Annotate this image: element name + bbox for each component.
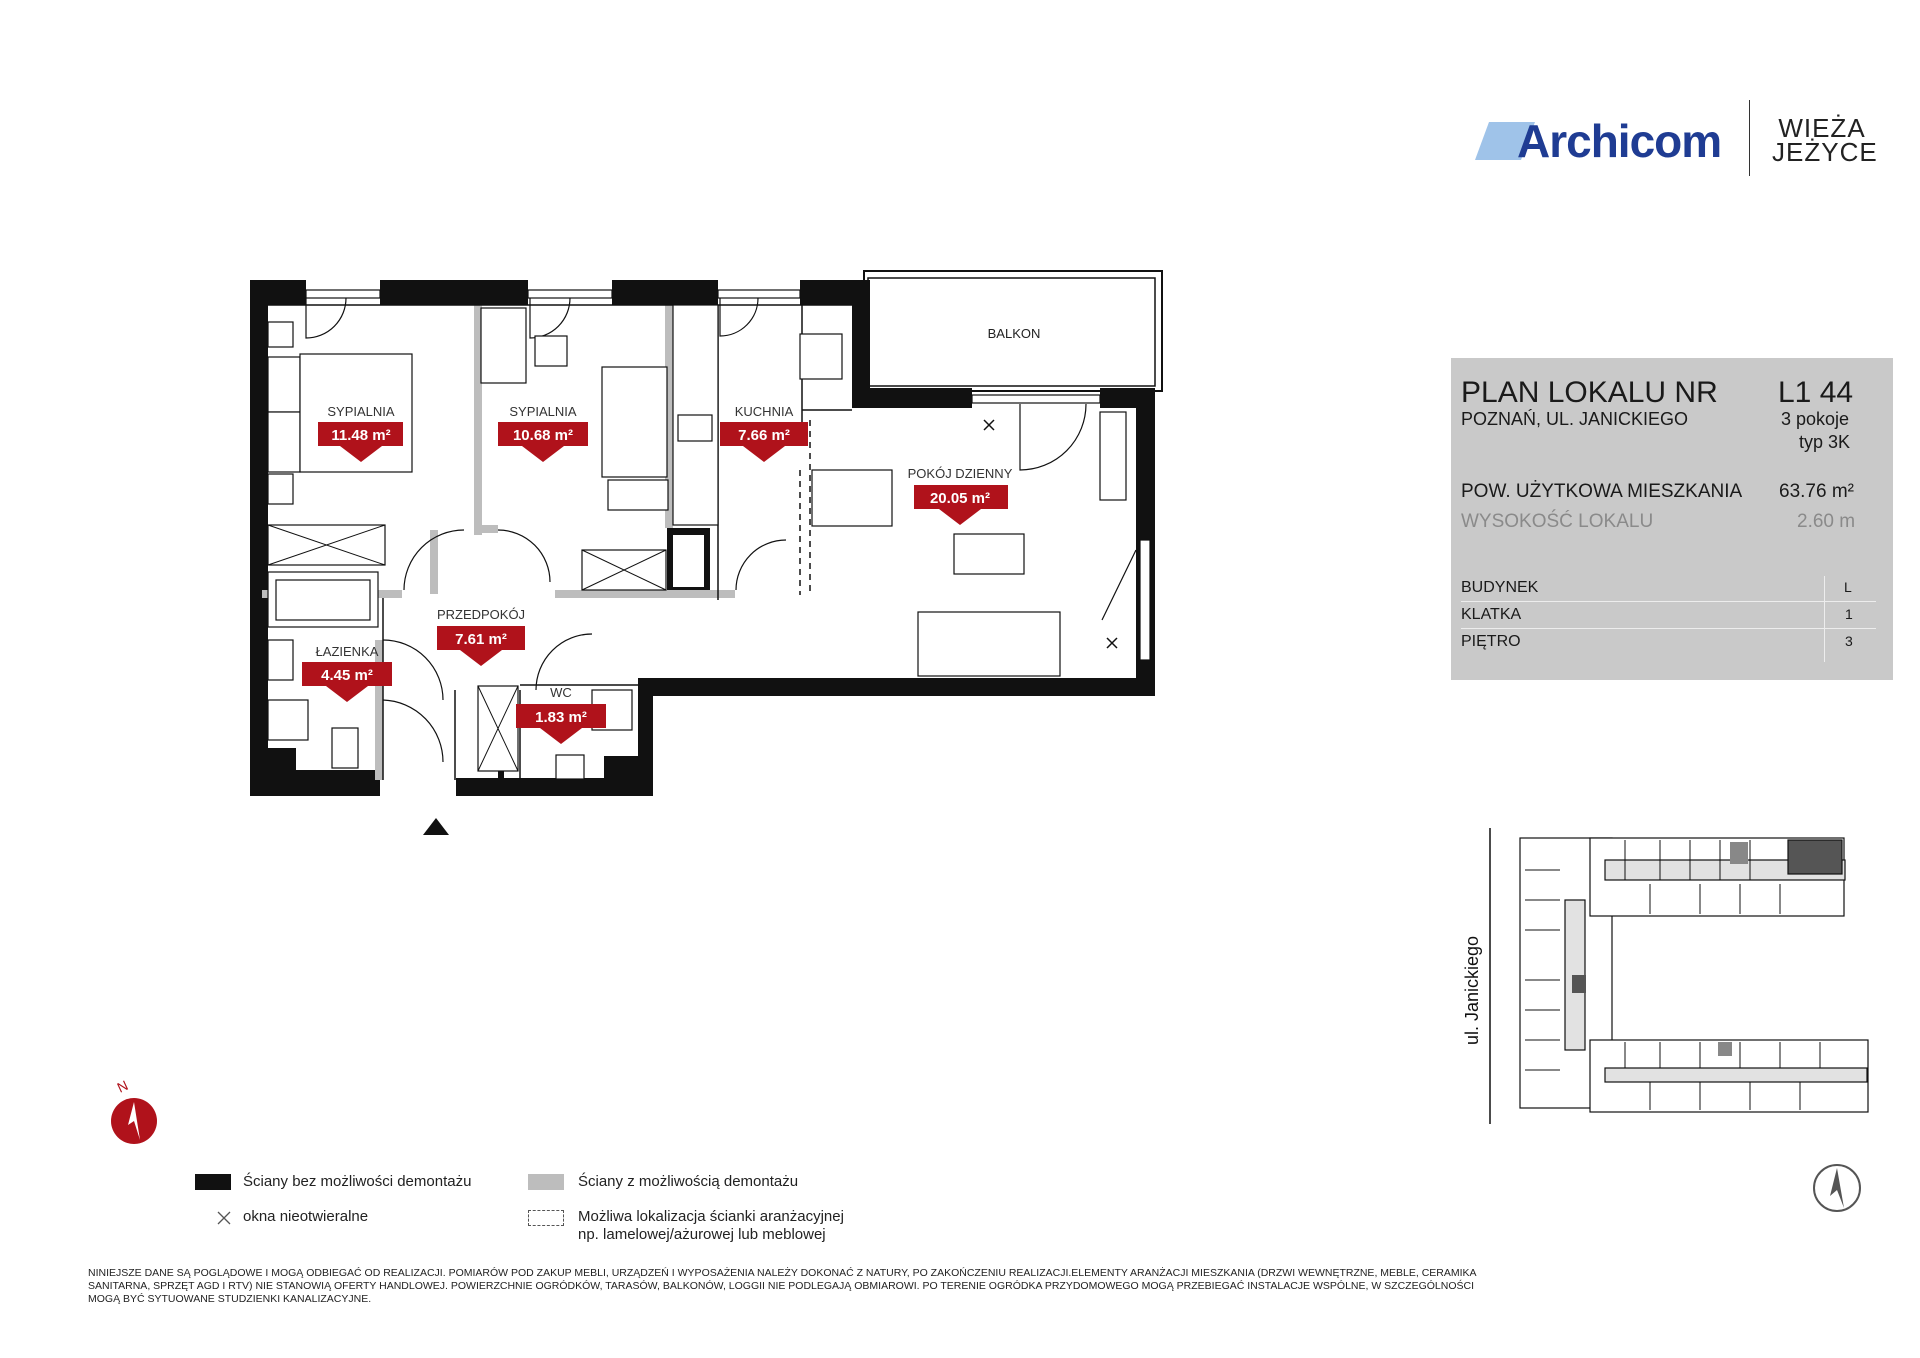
north-arrow-icon: [111, 1077, 157, 1144]
height-label: WYSOKOŚĆ LOKALU: [1461, 511, 1654, 532]
windows: [306, 290, 1150, 660]
room-name: WC: [550, 685, 572, 700]
project-name-line2: JEŻYCE: [1772, 137, 1878, 167]
room-area: 7.66 m²: [738, 427, 790, 444]
legend-partition-line2: np. lamelowej/ażurowej lub meblowej: [578, 1226, 826, 1243]
legend-partition-line1: Możliwa lokalizacja ścianki aranżacyjnej: [578, 1208, 844, 1225]
room-name: PRZEDPOKÓJ: [436, 607, 526, 622]
legend-removable-walls: Ściany z możliwością demontażu: [578, 1173, 799, 1190]
legend: [195, 1170, 895, 1250]
plan-rooms: 3 pokoje: [1781, 409, 1850, 429]
legend-swatch-removable-walls: [528, 1174, 564, 1190]
plan-title: PLAN LOKALU NR: [1461, 376, 1718, 409]
legend-fixed-walls: Ściany bez możliwości demontażu: [243, 1173, 472, 1190]
legend-swatch-partition: [528, 1210, 564, 1226]
area-label: POW. UŻYTKOWA MIESZKANIA: [1461, 481, 1743, 502]
detail-value-floor: 3: [1845, 633, 1853, 649]
site-north-icon: [1814, 1165, 1860, 1211]
entrance-marker-icon: [423, 818, 449, 835]
fixed-window-legend-icon: [216, 1210, 232, 1226]
area-value: 63.76 m²: [1779, 481, 1854, 502]
room-name: ŁAZIENKA: [315, 644, 379, 659]
detail-label-building: BUDYNEK: [1461, 579, 1539, 596]
height-value: 2.60 m: [1797, 511, 1856, 532]
room-area: 11.48 m²: [331, 427, 391, 444]
detail-value-stairwell: 1: [1845, 606, 1853, 622]
room-area: 1.83 m²: [535, 709, 587, 726]
room-area: 4.45 m²: [321, 667, 373, 684]
room-name: KUCHNIA: [734, 404, 794, 419]
room-name: POKÓJ DZIENNY: [907, 466, 1013, 481]
detail-label-floor: PIĘTRO: [1461, 633, 1521, 650]
north-label: N: [114, 1076, 131, 1096]
room-area: 7.61 m²: [455, 631, 507, 648]
project-name-line1: WIEŻA: [1778, 113, 1866, 143]
room-label-hallway: [437, 607, 525, 666]
detail-label-stairwell: KLATKA: [1461, 606, 1522, 623]
detail-value-building: L: [1844, 579, 1852, 595]
balcony-label: BALKON: [987, 326, 1041, 341]
street-label: ul. Janickiego: [1462, 935, 1482, 1045]
room-label-bedroom-2: [498, 404, 588, 462]
plan-type: typ 3K: [1799, 432, 1851, 452]
room-label-living-room: [908, 466, 1013, 525]
brand-name: Archicom: [1517, 115, 1722, 167]
room-area: 20.05 m²: [929, 490, 991, 507]
legend-swatch-fixed-walls: [195, 1174, 231, 1190]
room-name: SYPIALNIA: [327, 404, 395, 419]
site-plan: [1462, 828, 1868, 1211]
room-area: 10.68 m²: [512, 427, 574, 444]
optional-partition: [800, 420, 810, 595]
balcony: [864, 271, 1162, 391]
room-label-kitchen: [720, 404, 808, 462]
disclaimer: NINIEJSZE DANE SĄ POGLĄDOWE I MOGĄ ODBIEGAĆ OD REALIZACJI. POMIARÓW POD ZAKUP MEBLI, URZĄDZEŃ I WYPOSAŻENIA NALEŻY DOKONAĆ Z NATURY, PO ZAKOŃCZENIU REALIZACJI.ELEMENTY ARANŻACJI MIESZKANIA (DRZWI WEWNĘTRZNE, MEBLE, CERAMIKA SANITARNA, SPRZĘT AGD I RTV) NIE STANOWIĄ OFERTY HANDLOWEJ. POWIERZCHNIE OGRÓDKÓW, TARASÓW, BALKONÓW, LOGGII NIE PODLEGAJĄ OBMIAROWI. PO TERENIE OGRÓDKA PRZYDOMOWEGO MOGĄ PRZEBIEGAĆ INSTALACJE WSPÓLNE, W SZCZEGÓLNOŚCI MOGĄ BYĆ SYTUOWANE STUDZIENKI KANALIZACYJNE.: [88, 1267, 1476, 1305]
plan-number: L1 44: [1778, 376, 1854, 409]
room-name: SYPIALNIA: [509, 404, 577, 419]
plan-address: POZNAŃ, UL. JANICKIEGO: [1461, 409, 1689, 429]
legend-fixed-windows: okna nieotwieralne: [243, 1208, 369, 1225]
